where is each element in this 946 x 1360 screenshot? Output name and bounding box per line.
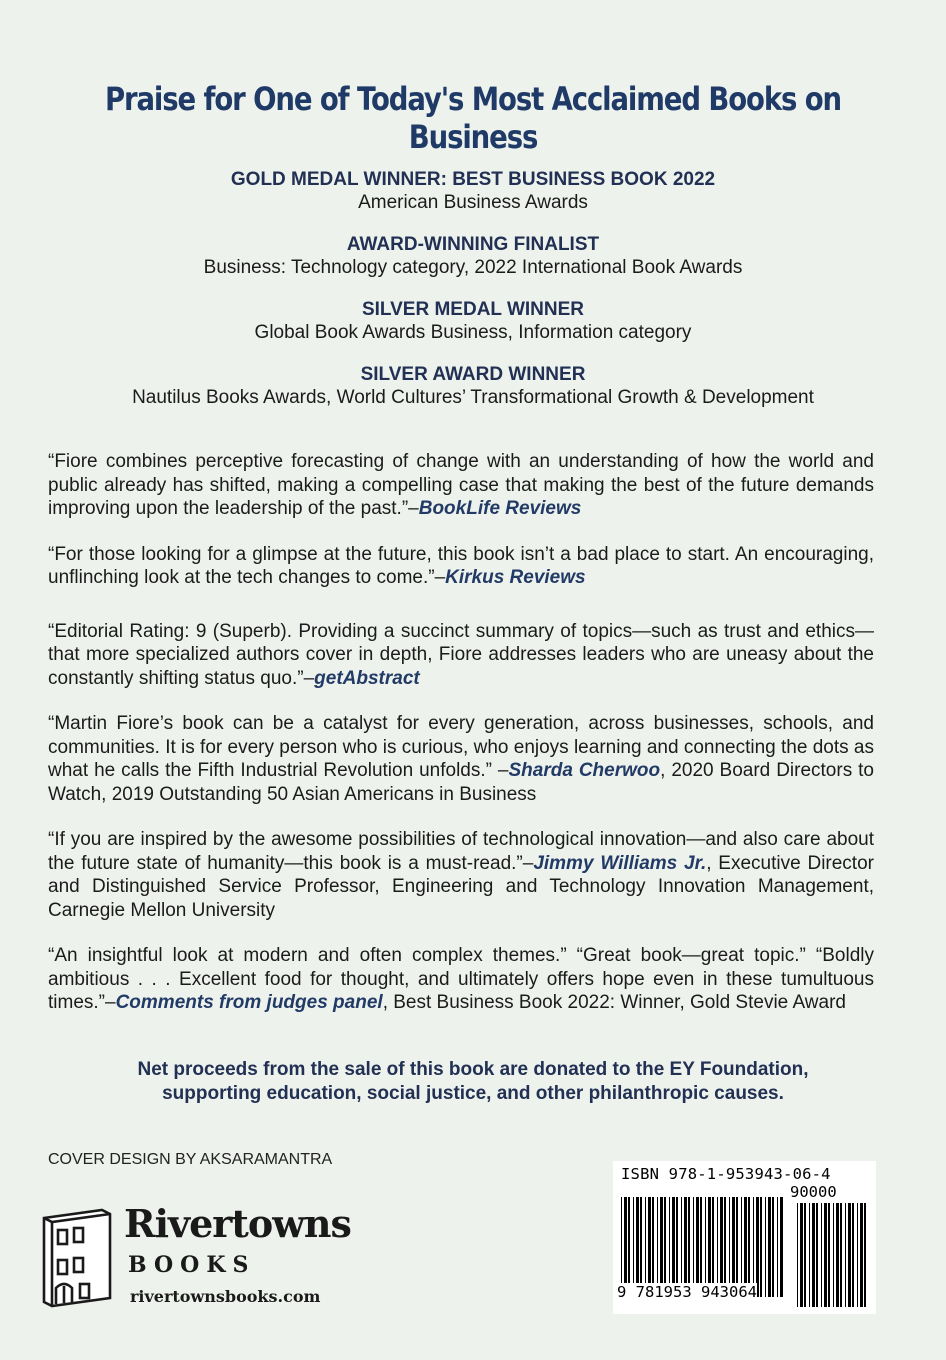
- barcode-bar: [628, 1197, 630, 1297]
- barcode-bar: [809, 1203, 810, 1307]
- quote-source: getAbstract: [314, 667, 420, 689]
- review-quote: [48, 712, 874, 806]
- quote-suffix: , Best Business Book 2022: Winner, Gold Stevie Award: [382, 992, 846, 1013]
- review-quote: [48, 450, 874, 521]
- barcode-bar: [700, 1197, 702, 1297]
- barcode-bar: [681, 1197, 682, 1297]
- proceeds-line: supporting education, social justice, and other philanthropic causes.: [162, 1083, 784, 1104]
- barcode-bar: [848, 1203, 851, 1307]
- barcode-bar: [833, 1203, 834, 1307]
- barcode-bar: [748, 1197, 750, 1297]
- quote-source: Comments from judges panel: [115, 992, 383, 1013]
- barcode-bar: [693, 1197, 694, 1297]
- award-subtitle: American Business Awards: [358, 192, 588, 213]
- review-quotes: [48, 450, 874, 1015]
- quote-source: Sharda Cherwoo: [508, 760, 661, 781]
- barcode-bar: [688, 1197, 690, 1297]
- quote-source: Jimmy Williams Jr.: [533, 852, 707, 874]
- award-title: GOLD MEDAL WINNER: BEST BUSINESS BOOK 2022: [230, 169, 716, 190]
- barcode-bar: [756, 1197, 759, 1297]
- review-quote: [48, 543, 874, 590]
- barcode-bar: [696, 1197, 699, 1297]
- quote-suffix: , Executive Director and Distinguished Service Professor, Engineering and Technology Innovation Management, Carnegie Mellon University: [48, 852, 874, 921]
- barcode-bar: [753, 1197, 754, 1297]
- quote-source: BookLife Reviews: [418, 498, 582, 519]
- quote-text: “Martin Fiore’s book can be a catalyst for every generation, across businesses, schools, and communities. It is for every person who is curious, who enjoys learning and connecting the dots as what he calls the Fifth Industrial Revolution unfolds.” –: [48, 713, 874, 781]
- barcode-bar: [845, 1203, 846, 1307]
- award-item: [0, 233, 946, 279]
- publisher-name: Rivertowns: [124, 1201, 351, 1246]
- barcode-bar: [857, 1203, 858, 1307]
- barcode-bars-addon: [795, 1203, 871, 1307]
- barcode-bar: [664, 1197, 666, 1297]
- barcode-bar: [633, 1197, 634, 1297]
- barcode-bar: [672, 1197, 675, 1297]
- barcode-bars-main: [619, 1197, 787, 1297]
- isbn-barcode: [613, 1161, 876, 1314]
- barcode-bar: [777, 1197, 778, 1297]
- barcode-bar: [765, 1197, 766, 1297]
- barcode-bar: [712, 1197, 714, 1297]
- review-quote: [48, 828, 874, 922]
- barcode-bar: [720, 1197, 723, 1297]
- barcode-bar: [800, 1203, 803, 1307]
- proceeds-line: Net proceeds from the sale of this book are donated to the EY Foundation,: [137, 1059, 809, 1080]
- quote-source: Kirkus Reviews: [445, 567, 586, 588]
- barcode-bar: [816, 1203, 818, 1307]
- quote-suffix: , 2020 Board Directors to Watch, 2019 Outstanding 50 Asian Americans in Business: [48, 760, 874, 805]
- price-code: 90000: [790, 1183, 837, 1201]
- award-title: SILVER MEDAL WINNER: [361, 299, 585, 320]
- award-item: [0, 298, 946, 344]
- barcode-bar: [708, 1197, 711, 1297]
- barcode-bar: [705, 1197, 706, 1297]
- awards-list: [0, 168, 946, 428]
- barcode-bar: [657, 1197, 658, 1297]
- quote-text: “Editorial Rating: 9 (Superb). Providing a succinct summary of topics—such as trust and ethics—that more specialized authors cover in depth, Fiore addresses leaders who are uneasy about the constantly shifting status quo.”–: [48, 620, 874, 689]
- barcode-bar: [864, 1203, 866, 1307]
- award-subtitle: Nautilus Books Awards, World Cultures’ Transformational Growth & Development: [132, 387, 814, 408]
- barcode-bar: [648, 1197, 651, 1297]
- barcode-bar: [760, 1197, 762, 1297]
- proceeds-statement: [0, 1058, 946, 1106]
- isbn-digits: 9 781953 943064: [617, 1283, 757, 1301]
- barcode-bar: [729, 1197, 730, 1297]
- isbn-label: ISBN 978-1-953943-06-4: [621, 1165, 831, 1183]
- quote-text: “If you are inspired by the awesome possibilities of technological innovation—and also care about the future state of humanity—this book is a must-read.”–: [48, 829, 874, 874]
- barcode-bar: [768, 1197, 771, 1297]
- barcode-bar: [621, 1197, 622, 1297]
- award-subtitle: Global Book Awards Business, Information category: [254, 322, 692, 343]
- rivertowns-building-icon: [40, 1206, 114, 1310]
- award-item: [0, 168, 946, 214]
- barcode-bar: [741, 1197, 742, 1297]
- barcode-bar: [732, 1197, 735, 1297]
- barcode-bar: [840, 1203, 842, 1307]
- quote-text: “An insightful look at modern and often complex themes.” “Great book—great topic.” “Boldly ambitious . . . Excellent food for thought, and ultimately offers hope even in these tumultuous times.”–: [48, 945, 874, 1013]
- barcode-bar: [852, 1203, 854, 1307]
- award-title: SILVER AWARD WINNER: [360, 364, 586, 385]
- barcode-bar: [624, 1197, 627, 1297]
- review-quote: [48, 944, 874, 1015]
- barcode-bar: [780, 1197, 783, 1297]
- barcode-bar: [645, 1197, 646, 1297]
- barcode-bar: [660, 1197, 663, 1297]
- barcode-bar: [860, 1203, 863, 1307]
- cover-design-credit: COVER DESIGN BY AKSARAMANTRA: [48, 1151, 333, 1168]
- quote-text: “For those looking for a glimpse at the future, this book isn’t a bad place to start. An encouraging, unflinching look at the tech changes to come.”–: [48, 543, 874, 588]
- barcode-bar: [828, 1203, 830, 1307]
- barcode-bar: [812, 1203, 815, 1307]
- award-subtitle: Business: Technology category, 2022 International Book Awards: [203, 257, 743, 278]
- award-item: [0, 363, 946, 409]
- barcode-bar: [772, 1197, 774, 1297]
- award-title: AWARD-WINNING FINALIST: [346, 234, 600, 255]
- back-cover-headline: Praise for One of Today's Most Acclaimed Books on Business: [104, 80, 842, 156]
- publisher-url: rivertownsbooks.com: [130, 1287, 321, 1306]
- barcode-bar: [824, 1203, 827, 1307]
- barcode-bar: [652, 1197, 654, 1297]
- barcode-bar: [736, 1197, 738, 1297]
- barcode-bar: [821, 1203, 822, 1307]
- barcode-bar: [744, 1197, 747, 1297]
- barcode-bar: [797, 1203, 798, 1307]
- barcode-bar: [717, 1197, 718, 1297]
- review-quote: [48, 620, 874, 691]
- barcode-bar: [636, 1197, 639, 1297]
- barcode-bar: [684, 1197, 687, 1297]
- barcode-bar: [804, 1203, 806, 1307]
- barcode-bar: [724, 1197, 726, 1297]
- publisher-imprint: BOOKS: [128, 1252, 256, 1278]
- quote-text: “Fiore combines perceptive forecasting of change with an understanding of how the world and public already has shifted, making a compelling case that making the best of the future demands improving upon the leadership of the past.”–: [48, 451, 874, 519]
- barcode-bar: [676, 1197, 678, 1297]
- barcode-bar: [669, 1197, 670, 1297]
- barcode-bar: [640, 1197, 642, 1297]
- barcode-bar: [836, 1203, 839, 1307]
